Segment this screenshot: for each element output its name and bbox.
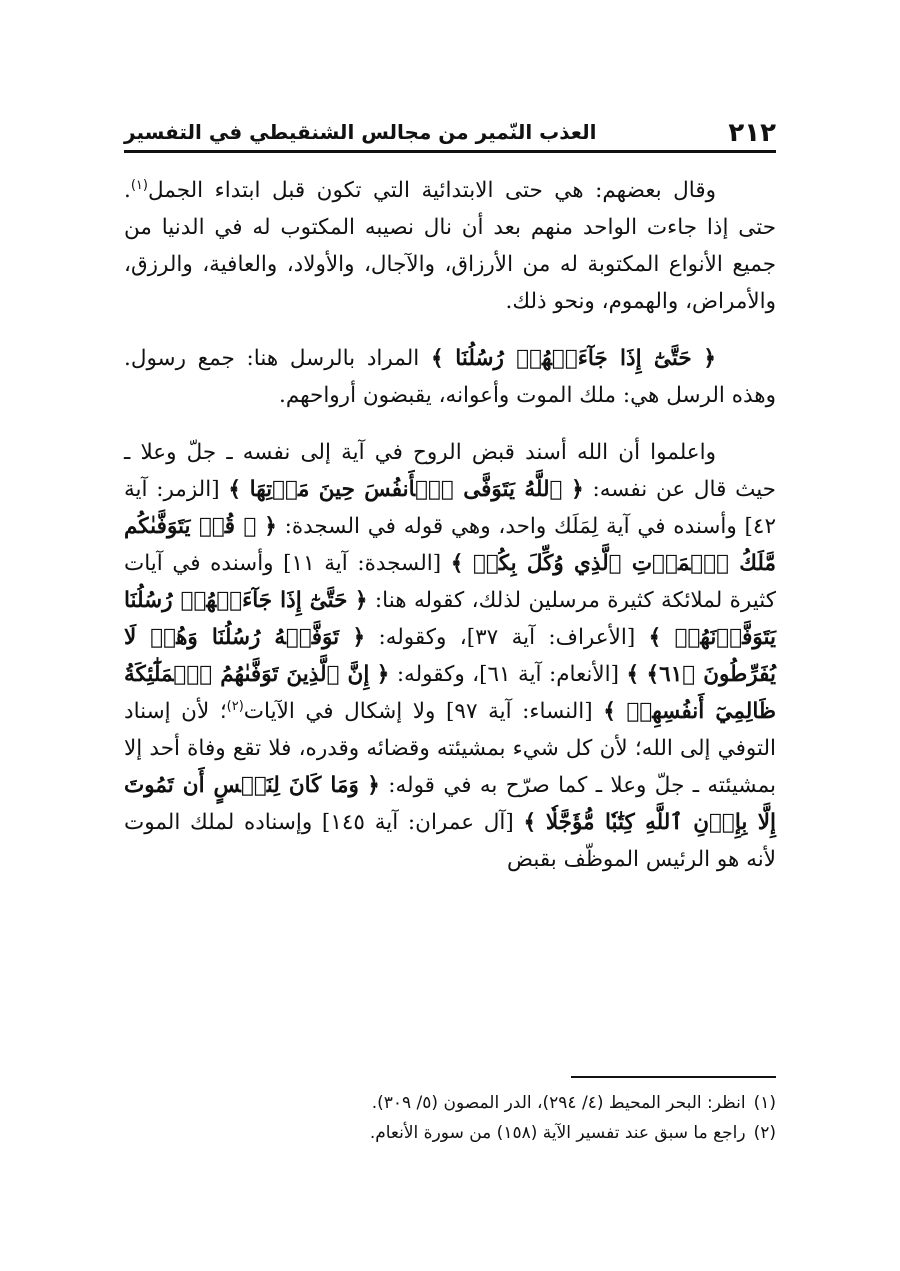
running-title: العذب النّمير من مجالس الشنقيطي في التفسير (124, 120, 597, 144)
paragraph-text: المراد بالرسل هنا: جمع رسول. وهذه الرسل هي: ملك الموت وأعوانه، يقبضون أرواحهم. (124, 346, 776, 408)
footnote-1 (124, 1088, 776, 1118)
page-number: ٢١٢ (728, 118, 776, 148)
paragraph-messengers (124, 340, 776, 414)
quran-bracket-close: ﴾ (523, 810, 537, 835)
paragraph-text: . حتى إذا جاءت الواحد منهم بعد أن نال نصيبه المكتوب له في الدنيا من جميع الأنواع المكتوبة له من الأرزاق، والآجال، والأولاد، والعافية، والرزق، والأمراض، والهموم، ونحو ذلك. (124, 178, 776, 314)
quran-verse: حَتَّىٰٓ إِذَا جَآءَتۡهُمۡ رُسُلُنَا يَتَوَفَّوۡنَهُمۡ (124, 588, 776, 650)
footnote-separator (571, 1076, 776, 1078)
quran-verse: تَوَفَّتۡهُ رُسُلُنَا وَهُمۡ لَا يُفَرِّطُونَ ﴿٦١﴾ (124, 625, 776, 687)
quran-bracket-close: ﴾ (430, 346, 444, 371)
footnote-number: (٢) (753, 1123, 776, 1143)
quran-bracket-close: ﴾ (450, 551, 464, 576)
quran-bracket-open: ﴿ (352, 625, 366, 650)
verse-reference: [الأنعام: آية ٦١]، وكقوله: (396, 662, 620, 687)
quran-verse: ٱللَّهُ يَتَوَفَّى ٱلۡأَنفُسَ حِينَ مَوۡتِهَا (249, 477, 563, 502)
quran-bracket-open: ﴿ (367, 773, 380, 798)
quran-bracket-close: ﴾ (603, 699, 616, 724)
verse-reference: [الأعراف: آية ٣٧]، وكقوله: (378, 625, 636, 650)
main-text (124, 172, 776, 878)
paragraph-hatta-explanation (124, 172, 776, 320)
quran-bracket-open: ﴿ (354, 588, 368, 613)
footnote-text: راجع ما سبق عند تفسير الآية (١٥٨) من سورة الأنعام. (369, 1123, 746, 1143)
quran-bracket-open: ﴿ (571, 477, 584, 502)
footnote-2 (124, 1118, 776, 1148)
footnotes (124, 1076, 776, 1148)
page-header (124, 108, 776, 153)
footnote-text: انظر: البحر المحيط (٤/ ٢٩٤)، الدر المصون (٥/ ٣٠٩). (371, 1093, 746, 1113)
footnote-marker-2: (٢) (226, 698, 244, 714)
quran-bracket-open: ﴿ (703, 346, 716, 371)
quran-verse: وَمَا كَانَ لِنَفۡسٍ أَن تَمُوتَ إِلَّا بِإِذۡنِ ٱللَّهِ كِتَٰبٗا مُّؤَجَّلٗا (124, 773, 776, 835)
paragraph-text: واعلموا أن الله أسند قبض الروح في آية إلى نفسه ـ جلّ وعلا ـ حيث قال عن نفسه: (124, 440, 776, 502)
quran-bracket-open: ﴿ (376, 662, 390, 687)
quran-bracket-close: ﴾ (648, 625, 662, 650)
quran-verse: حَتَّىٰٓ إِذَا جَآءَتۡهُمۡ رُسُلُنَا (455, 346, 692, 371)
quran-bracket-close: ﴾ (228, 477, 241, 502)
verse-reference: [آل عمران: آية ١٤٥] وإسناده لملك الموت لأنه هو الرئيس الموظّف بقبض (124, 810, 776, 872)
quran-verse: ۞ قُلۡ يَتَوَفَّىٰكُم مَّلَكُ ٱلۡمَوۡتِ ٱلَّذِي وُكِّلَ بِكُمۡ (124, 514, 776, 576)
paragraph-text: ؛ لأن إسناد التوفي إلى الله؛ لأن كل شيء بمشيئته وقضائه وقدره، فلا تقع وفاة أحد إلا بمشيئته ـ جلّ وعلا ـ كما صرّح به في قوله: (124, 699, 776, 798)
verse-reference: [الزمر: آية ٤٢] وأسنده في آية لِمَلَك واحد، وهي قوله في السجدة: (124, 477, 777, 539)
quran-verse: إِنَّ ٱلَّذِينَ تَوَفَّىٰهُمُ ٱلۡمَلَٰٓئِكَةُ ظَالِمِيٓ أَنفُسِهِمۡ (124, 662, 776, 724)
paragraph-text: وقال بعضهم: هي حتى الابتدائية التي تكون قبل ابتداء الجمل (147, 178, 716, 203)
footnote-marker-1: (١) (130, 177, 148, 193)
verse-reference: [السجدة: آية ١١] وأسنده في آيات كثيرة لملائكة كثيرة مرسلين لذلك، كقوله هنا: (124, 551, 776, 613)
paragraph-taking-souls (124, 434, 776, 878)
footnote-number: (١) (753, 1093, 776, 1113)
quran-bracket-open: ﴿ (264, 514, 277, 539)
quran-bracket-close: ﴾ (626, 662, 640, 687)
verse-reference: [النساء: آية ٩٧] ولا إشكال في الآيات (243, 699, 593, 724)
